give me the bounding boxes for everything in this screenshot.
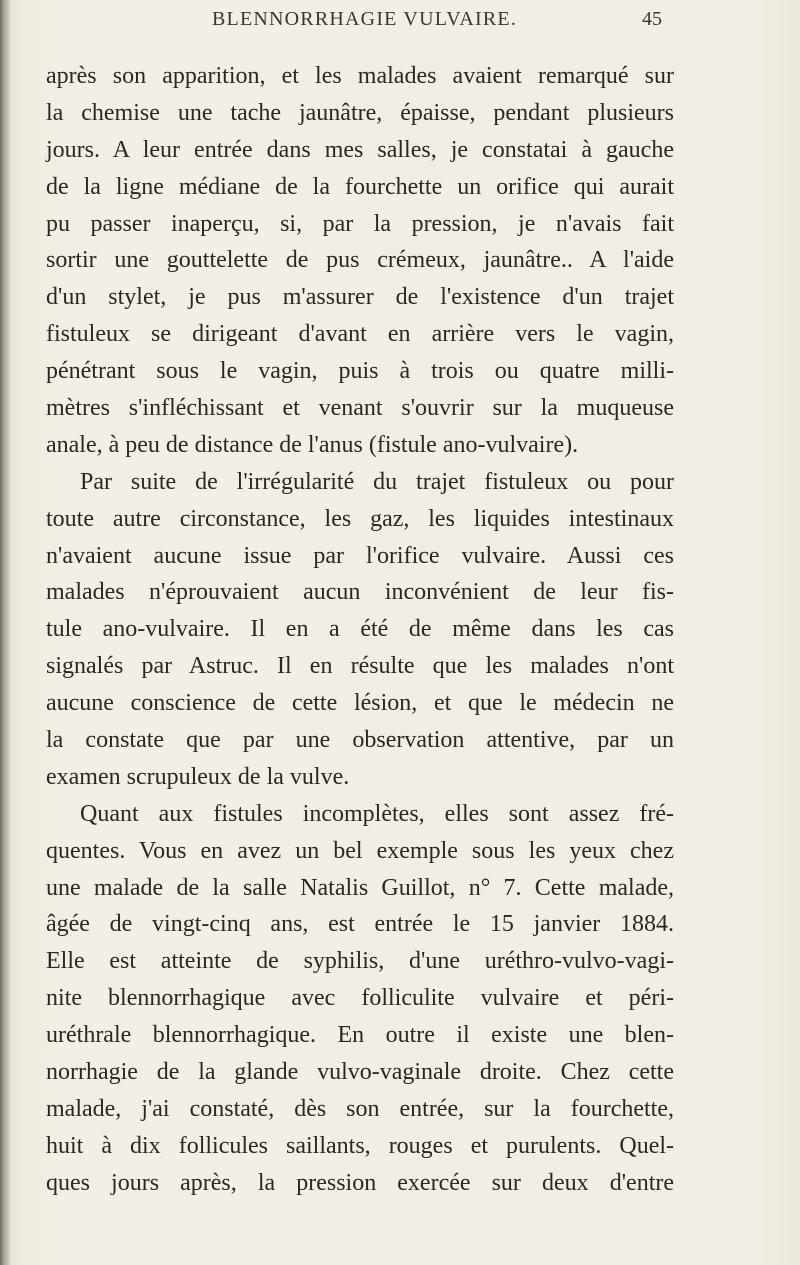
- text-line: Quant aux fistules incomplètes, elles sont assez fré-: [80, 800, 674, 827]
- text-line: ques jours après, la pression exercée sur deux d'entre: [46, 1169, 674, 1196]
- text-line: jours. A leur entrée dans mes salles, je constatai à gauche: [46, 136, 674, 163]
- text-line: la chemise une tache jaunâtre, épaisse, pendant plusieurs: [46, 99, 674, 126]
- text-line: n'avaient aucune issue par l'orifice vulvaire. Aussi ces: [46, 542, 674, 569]
- text-line: Par suite de l'irrégularité du trajet fistuleux ou pour: [80, 468, 674, 495]
- text-line: signalés par Astruc. Il en résulte que les malades n'ont: [46, 653, 674, 680]
- text-line: après son apparition, et les malades avaient remarqué sur: [46, 63, 674, 89]
- text-line: quentes. Vous en avez un bel exemple sous les yeux chez: [46, 837, 674, 864]
- text-line: huit à dix follicules saillants, rouges et purulents. Quel-: [46, 1132, 674, 1159]
- page-number: 45: [642, 8, 662, 30]
- text-line: âgée de vingt-cinq ans, est entrée le 15 janvier 1884.: [46, 911, 674, 938]
- text-line: pénétrant sous le vagin, puis à trois ou quatre milli-: [46, 358, 674, 385]
- text-line: anale, à peu de distance de l'anus (fistule ano-vulvaire).: [46, 431, 579, 458]
- text-line: une malade de la salle Natalis Guillot, n° 7. Cette malade,: [46, 874, 674, 901]
- text-line: pu passer inaperçu, si, par la pression, je n'avais fait: [46, 210, 674, 237]
- text-line: de la ligne médiane de la fourchette un orifice qui aurait: [46, 173, 674, 200]
- text-line: malades n'éprouvaient aucun inconvénient de leur fis-: [46, 579, 674, 606]
- text-line: uréthrale blennorrhagique. En outre il existe une blen-: [46, 1022, 674, 1049]
- text-line: aucune conscience de cette lésion, et que le médecin ne: [46, 690, 674, 717]
- running-title: BLENNORRHAGIE VULVAIRE.: [212, 8, 518, 30]
- text-line: nite blennorrhagique avec folliculite vulvaire et péri-: [46, 985, 674, 1012]
- text-line: mètres s'infléchissant et venant s'ouvrir sur la muqueuse: [46, 395, 674, 422]
- text-line: sortir une gouttelette de pus crémeux, jaunâtre.. A l'aide: [46, 247, 674, 274]
- text-line: la constate que par une observation attentive, par un: [46, 727, 674, 754]
- page-binding-edge: [0, 0, 10, 1265]
- running-header: [0, 8, 800, 38]
- text-line: Elle est atteinte de syphilis, d'une uréthro-vulvo-vagi-: [46, 948, 674, 975]
- text-line: examen scrupuleux de la vulve.: [46, 763, 350, 790]
- text-line: norrhagie de la glande vulvo-vaginale droite. Chez cette: [46, 1059, 674, 1086]
- text-line: tule ano-vulvaire. Il en a été de même dans les cas: [46, 616, 674, 643]
- body-text: [46, 58, 674, 1202]
- text-line: d'un stylet, je pus m'assurer de l'existence d'un trajet: [46, 284, 674, 311]
- text-line: toute autre circonstance, les gaz, les liquides intestinaux: [46, 505, 674, 532]
- text-line: malade, j'ai constaté, dès son entrée, sur la fourchette,: [46, 1095, 674, 1122]
- text-line: fistuleux se dirigeant d'avant en arrière vers le vagin,: [46, 321, 674, 348]
